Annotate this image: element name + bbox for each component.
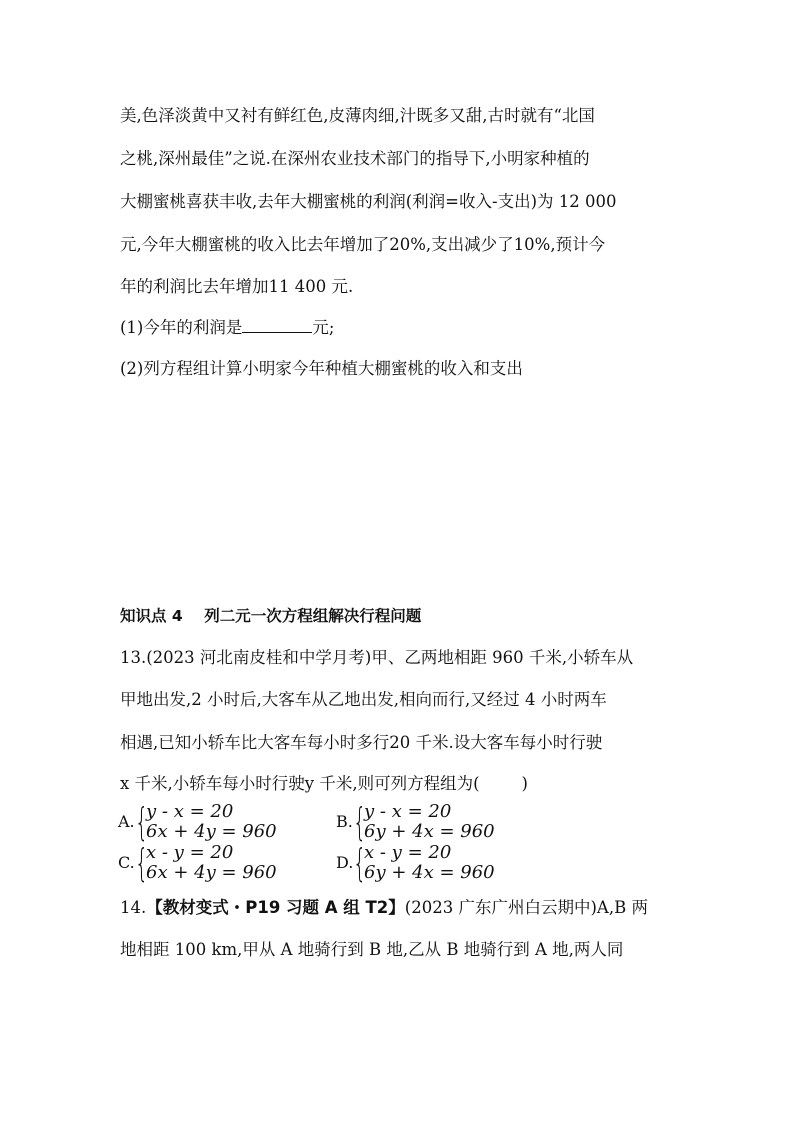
equation-2: 6x + 4y = 960 [146, 821, 277, 842]
problem12-question1 [120, 318, 334, 338]
problem14-line2: 地相距 100 km,甲从 A 地骑行到 B 地,乙从 B 地骑行到 A 地,两人同 [120, 940, 624, 959]
equation-1: x - y = 20 [146, 842, 234, 863]
question1-suffix: 元; [312, 318, 335, 337]
problem12-line5: 年的利润比去年增加11 400 元. [120, 277, 354, 296]
problem13-line3: 相遇,已知小轿车比大客车每小时多行20 千米.设大客车每小时行驶 [120, 733, 603, 752]
brace-icon: { [135, 841, 149, 885]
problem14-line1 [120, 898, 648, 918]
answer-blank [242, 318, 312, 333]
brace-icon: { [353, 800, 367, 844]
problem-number: 14. [120, 898, 147, 917]
brace-icon: { [353, 841, 367, 885]
section-title: 知识点 4 列二元一次方程组解决行程问题 [120, 607, 422, 625]
equation-1: x - y = 20 [364, 842, 452, 863]
equation-2: 6y + 4x = 960 [364, 821, 495, 842]
equation-2: 6x + 4y = 960 [146, 862, 277, 883]
brace-icon: { [135, 800, 149, 844]
problem13-line4: x 千米,小轿车每小时行驶y 千米,则可列方程组为( ) [120, 774, 528, 793]
equation-1: y - x = 20 [146, 801, 234, 822]
problem12-line1: 美,色泽淡黄中又衬有鲜红色,皮薄肉细,汁既多又甜,古时就有“北国 [120, 106, 595, 125]
problem12-line4: 元,今年大棚蜜桃的收入比去年增加了20%,支出减少了10%,预计今 [120, 235, 606, 254]
problem14-source: (2023 广东广州白云期中)A,B 两 [404, 898, 648, 917]
option-label: C. [118, 853, 135, 872]
option-label: D. [336, 853, 354, 872]
equation-2: 6y + 4x = 960 [364, 862, 495, 883]
problem12-line3: 大棚蜜桃喜获丰收,去年大棚蜜桃的利润(利润=收入-支出)为 12 000 [120, 192, 617, 211]
problem13-line1: 13.(2023 河北南皮桂和中学月考)甲、乙两地相距 960 千米,小轿车从 [120, 648, 634, 667]
problem12-question2: (2)列方程组计算小明家今年种植大棚蜜桃的收入和支出 [120, 359, 523, 378]
option-label: B. [336, 812, 353, 831]
option-label: A. [118, 812, 135, 831]
problem13-line2: 甲地出发,2 小时后,大客车从乙地出发,相向而行,又经过 4 小时两车 [120, 690, 607, 709]
equation-1: y - x = 20 [364, 801, 452, 822]
textbook-variant-tag: 【教材变式・P19 习题 A 组 T2】 [146, 898, 405, 917]
question1-prefix: (1)今年的利润是 [120, 318, 243, 337]
problem12-line2: 之桃,深州最佳”之说.在深州农业技术部门的指导下,小明家种植的 [120, 149, 590, 168]
